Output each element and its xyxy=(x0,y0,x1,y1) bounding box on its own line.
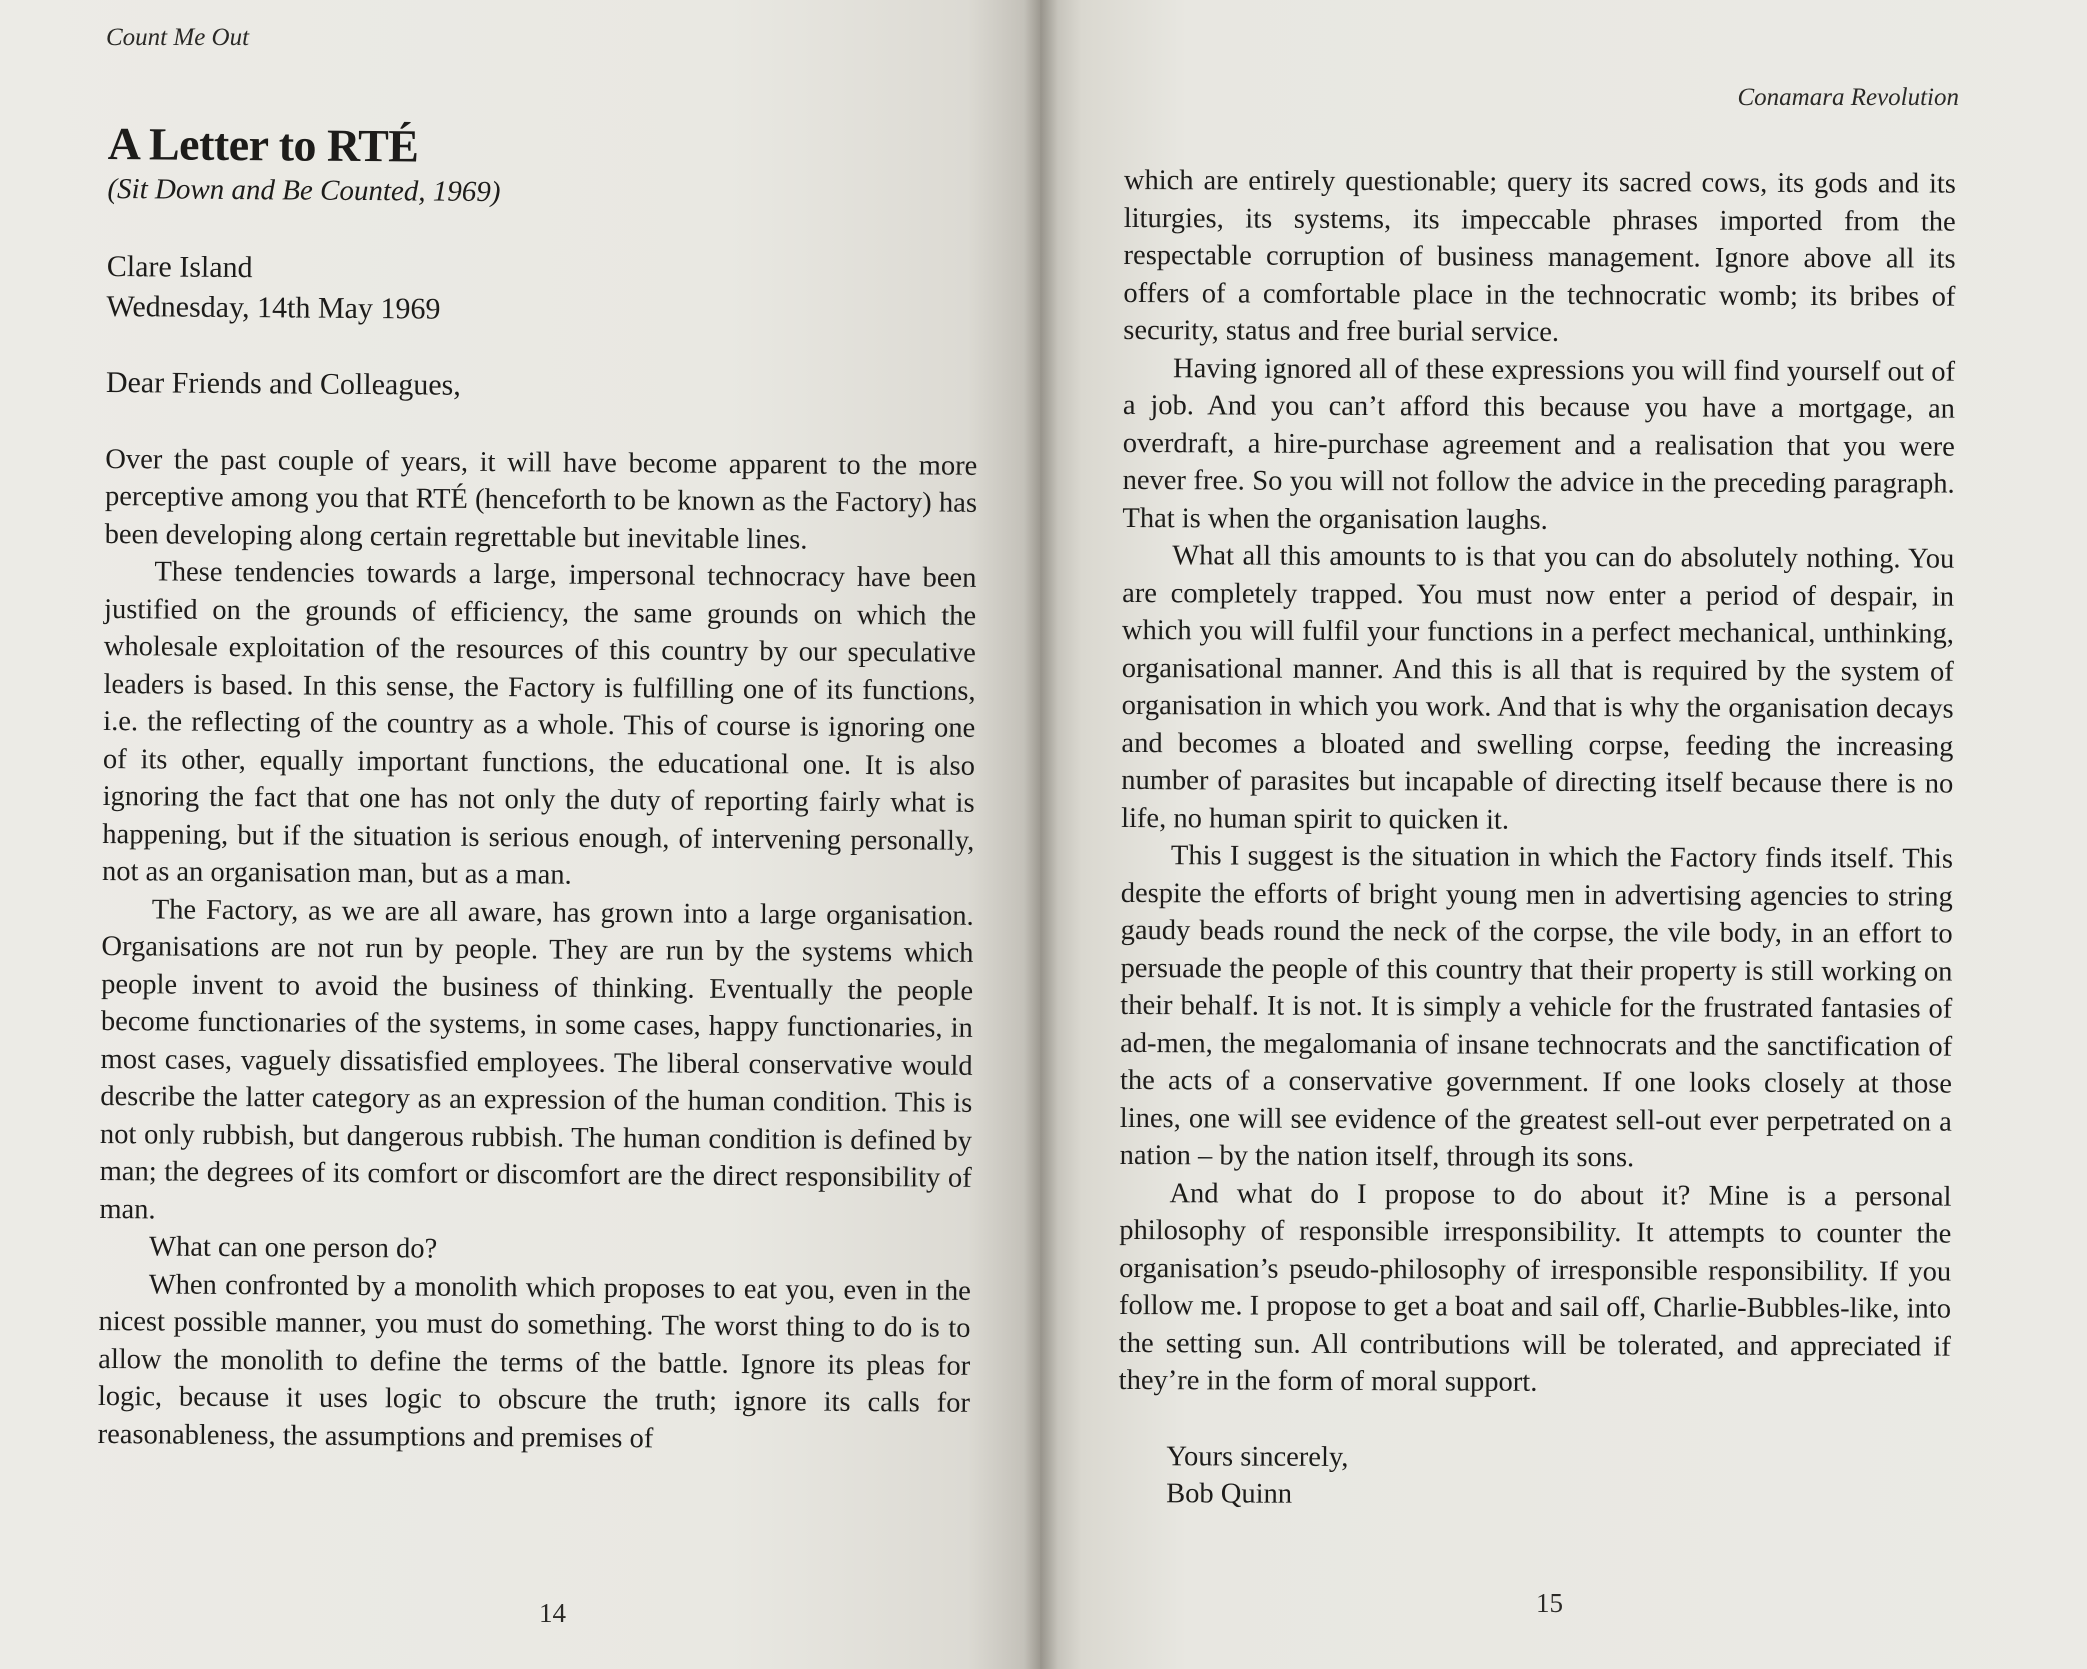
left-paragraph-3: The Factory, as we are all aware, has grown into a large organisation. Organisations are not run by people. They are run by the systems which people invent to avoid the business of thinking. Eventually the people become functionaries of the systems, in some cases, happy functionaries, in most cases, vaguely dissatisfied employees. The liberal conservative would describe the latter category as an expression of the human condition. This is not only rubbish, but dangerous rubbish. The human condition is defined by man; the degrees of its comfort or discomfort are the direct responsibility of man. xyxy=(99,894,974,1226)
signature: Bob Quinn xyxy=(1166,1477,1293,1510)
right-page-number: 15 xyxy=(1536,1588,1563,1618)
right-paragraph-4: This I suggest is the situation in which the Factory finds itself. This despite the efforts of bright young men in advertising agencies to string gaudy beads round the neck of the corpse, the vile body, in an effort to persuade the people of this country that their property is still working on their behalf. It is not. It is simply a vehicle for the frustrated fantasies of ad-men, the megalomania of insane technocrats and the sanctification of the acts of a conservative government. If one looks closely at those lines, one will see evidence of the greatest sell-out ever perpetrated on a nation – by the nation itself, through its sons. xyxy=(1119,840,1954,1174)
address-date: Wednesday, 14th May 1969 xyxy=(106,289,441,326)
closing: Yours sincerely, xyxy=(1166,1440,1349,1473)
left-page-content xyxy=(97,116,979,1460)
right-page xyxy=(1040,0,2087,1669)
right-page-content xyxy=(1118,162,1956,1515)
right-paragraph-3: What all this amounts to is that you can do absolutely nothing. You are completely trapped. You must now enter a period of despair, in which you will fulfil your functions in a perfect mechanical, unthinking, organisational manner. And this is all that is required by the system of organisation in which you work. And that is why the organisation decays and becomes a bloated and swelling corpse, feeding the increasing number of parasites but incapable of directing itself because there is no life, no human spirit to quicken it. xyxy=(1121,540,1955,836)
right-paragraph-1: which are entirely questionable; query its sacred cows, its gods and its liturgies, its systems, its impeccable phrases imported from the respectable corruption of business management. Ignore above all its offers of a comfortable place in the technocratic womb; its bribes of security, status and free burial service. xyxy=(1123,164,1956,348)
left-page-number: 14 xyxy=(539,1598,566,1628)
right-paragraph-5: And what do I propose to do about it? Mine is a personal philosophy of responsible irresponsibility. It attempts to counter the organisation’s pseudo-philosophy of irresponsible responsibility. If you follow me. I propose to get a boat and sail off, Charlie-Bubbles-like, into the setting sun. All contributions will be tolerated, and appreciated if they’re in the form of moral support. xyxy=(1118,1177,1952,1398)
right-running-head: Conamara Revolution xyxy=(1737,84,1959,111)
left-paragraph-1: Over the past couple of years, it will have become apparent to the more perceptive among you that RTÉ (henceforth to be known as the Factory) has been developing along certain regrettable but inevitable lines. xyxy=(104,443,978,556)
salutation: Dear Friends and Colleagues, xyxy=(105,365,461,402)
left-paragraph-5: When confronted by a monolith which proposes to eat you, even in the nicest possible manner, you must do something. The worst thing to do is to allow the monolith to define the terms of the battle. Ignore its pleas for logic, because it uses logic to obscure the truth; ignore its calls for reasonableness, the assumptions and premises of xyxy=(97,1269,971,1455)
left-paragraph-2: These tendencies towards a large, impersonal technocracy have been justified on the grounds of efficiency, the same grounds on which the wholesale exploitation of the resources of this country by our speculative leaders is based. In this sense, the Factory is fulfilling one of its functions, i.e. the reflecting of the country as a whole. This of course is ignoring one of its other, equally important functions, the educational one. It is also ignoring the fact that one has not only the duty of reporting fairly what is happening, but if the situation is serious enough, of intervening personally, not as an organisation man, but as a man. xyxy=(101,556,977,892)
left-page xyxy=(0,0,1040,1669)
letter-subtitle: (Sit Down and Be Counted, 1969) xyxy=(107,173,501,209)
left-paragraph-4: What can one person do? xyxy=(148,1231,438,1265)
left-running-head: Count Me Out xyxy=(106,24,250,51)
right-paragraph-2: Having ignored all of these expressions you will find yourself out of a job. And you can’t afford this because you have a mortgage, an overdraft, a hire-purchase agreement and a realisation that you were never free. So you will not follow the advice in the preceding paragraph. That is when the organisation laughs. xyxy=(1122,352,1956,536)
letter-title: A Letter to RTÉ xyxy=(107,117,419,172)
address-place: Clare Island xyxy=(106,249,253,285)
